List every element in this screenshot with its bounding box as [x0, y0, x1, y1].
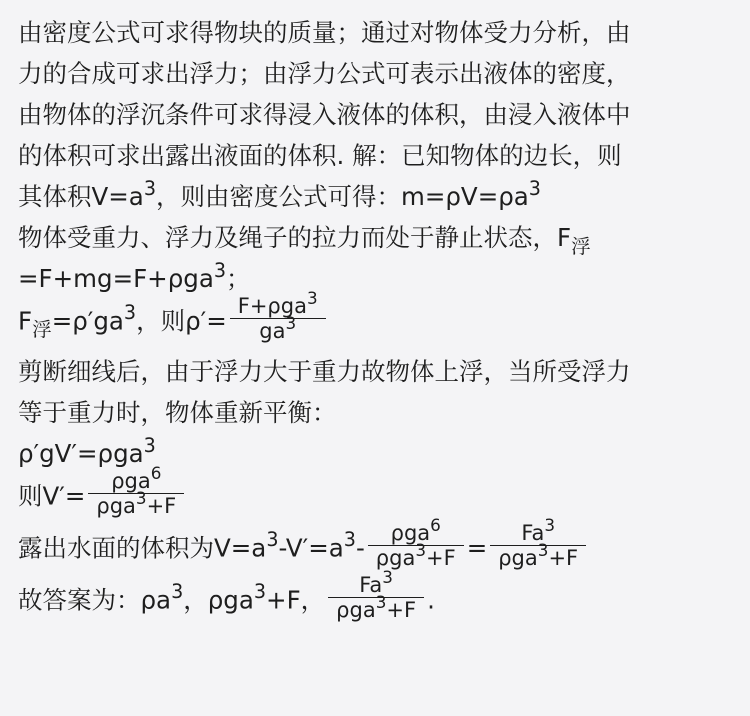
- exponent: 3: [537, 539, 549, 560]
- denominator-text: +F: [386, 598, 417, 622]
- text-line: 剪断细线后，由于浮力大于重力故物体上浮，当所受浮力: [18, 357, 631, 386]
- numerator-text: ρga: [390, 521, 431, 545]
- exponent: 3: [135, 487, 147, 508]
- exponent: 3: [143, 433, 156, 457]
- period: .: [427, 585, 435, 615]
- subscript: 浮: [571, 234, 591, 258]
- text-line: 由物体的浮沉条件可求得浸入液体的体积，由浸入液体中: [18, 100, 631, 129]
- exponent: 3: [544, 514, 556, 535]
- denominator-text: ρga: [375, 546, 416, 570]
- equals-sign: =: [466, 533, 488, 563]
- denominator-text: ρga: [336, 598, 376, 622]
- exponent: 3: [123, 301, 137, 324]
- text-segment: 其体积V=a: [18, 182, 144, 211]
- exposed-volume-line: [18, 514, 732, 578]
- exponent: 3: [528, 176, 541, 200]
- text-line: 的体积可求出露出液面的体积. 解：已知物体的边长，则: [18, 141, 622, 170]
- volume-formula-line: [18, 176, 732, 217]
- exponent: 3: [382, 566, 393, 587]
- text-segment: F: [18, 306, 33, 336]
- density-fraction: [230, 287, 326, 343]
- submerged-volume-line: [18, 462, 732, 526]
- text-segment: 露出水面的体积为V=a: [18, 533, 267, 563]
- exponent: 3: [171, 580, 184, 603]
- denominator-text: +F: [146, 494, 177, 518]
- balance-equation-line: [18, 433, 732, 474]
- fraction-denominator: [88, 487, 184, 518]
- exponent: 3: [306, 287, 318, 308]
- exponent: 3: [143, 176, 156, 200]
- text-line: 力的合成可求出浮力；由浮力公式可表示出液体的密度，: [18, 59, 631, 88]
- fraction-denominator: [490, 539, 586, 570]
- buoyancy-equation-line: [18, 258, 732, 299]
- text-segment: 则V′=: [18, 481, 86, 511]
- exposed-fraction-1: [368, 514, 464, 570]
- text-segment: =F+mg=F+ρga: [18, 264, 214, 293]
- text-segment: 故答案为：ρa: [18, 585, 172, 615]
- text-segment: ；: [226, 264, 251, 293]
- text-line: 由密度公式可求得物块的质量；通过对物体受力分析，由: [18, 18, 631, 47]
- fraction-denominator: [368, 539, 464, 570]
- numerator-text: Fa: [359, 573, 383, 597]
- text-segment: 物体受重力、浮力及绳子的拉力而处于静止状态，F: [18, 223, 572, 252]
- exponent: 6: [150, 462, 162, 483]
- text-segment: ，则ρ′=: [136, 306, 227, 336]
- text-segment: ，ρga: [183, 585, 254, 615]
- exponent: 3: [266, 528, 279, 551]
- denominator-text: ρga: [498, 546, 538, 570]
- exponent: 3: [285, 312, 297, 333]
- numerator-text: ρga: [111, 469, 151, 493]
- answer-fraction: [328, 566, 424, 622]
- numerator-text: Fa: [521, 521, 545, 545]
- exponent: 6: [430, 514, 441, 535]
- density-equation-line: [18, 287, 732, 351]
- exponent: 3: [253, 580, 267, 603]
- text-segment: -V′=a: [278, 533, 344, 563]
- exponent: 3: [415, 539, 426, 560]
- text-segment: +F，: [266, 585, 326, 615]
- text-segment: ρ′gV′=ρga: [18, 439, 144, 468]
- answer-line: [18, 566, 732, 630]
- exponent: 3: [375, 591, 387, 612]
- text-line: 等于重力时，物体重新平衡：: [18, 398, 337, 427]
- denominator-text: ρga: [96, 494, 136, 518]
- force-analysis-line: [18, 217, 732, 258]
- exponent: 3: [343, 528, 356, 551]
- text-segment: ，则由密度公式可得：m=ρV=ρa: [155, 182, 529, 211]
- subscript: 浮: [32, 318, 52, 342]
- volume-fraction: [88, 462, 184, 518]
- text-segment: -: [355, 533, 365, 563]
- exposed-fraction-2: [490, 514, 586, 570]
- text-segment: =ρ′ga: [51, 306, 124, 336]
- denominator-text: ga: [259, 319, 286, 343]
- fraction-denominator: [230, 312, 326, 343]
- fraction-numerator: [230, 287, 326, 319]
- exponent: 3: [213, 258, 227, 282]
- fraction-denominator: [328, 591, 424, 622]
- numerator-text: F+ρga: [237, 294, 307, 318]
- denominator-text: +F: [426, 546, 456, 570]
- denominator-text: +F: [548, 546, 579, 570]
